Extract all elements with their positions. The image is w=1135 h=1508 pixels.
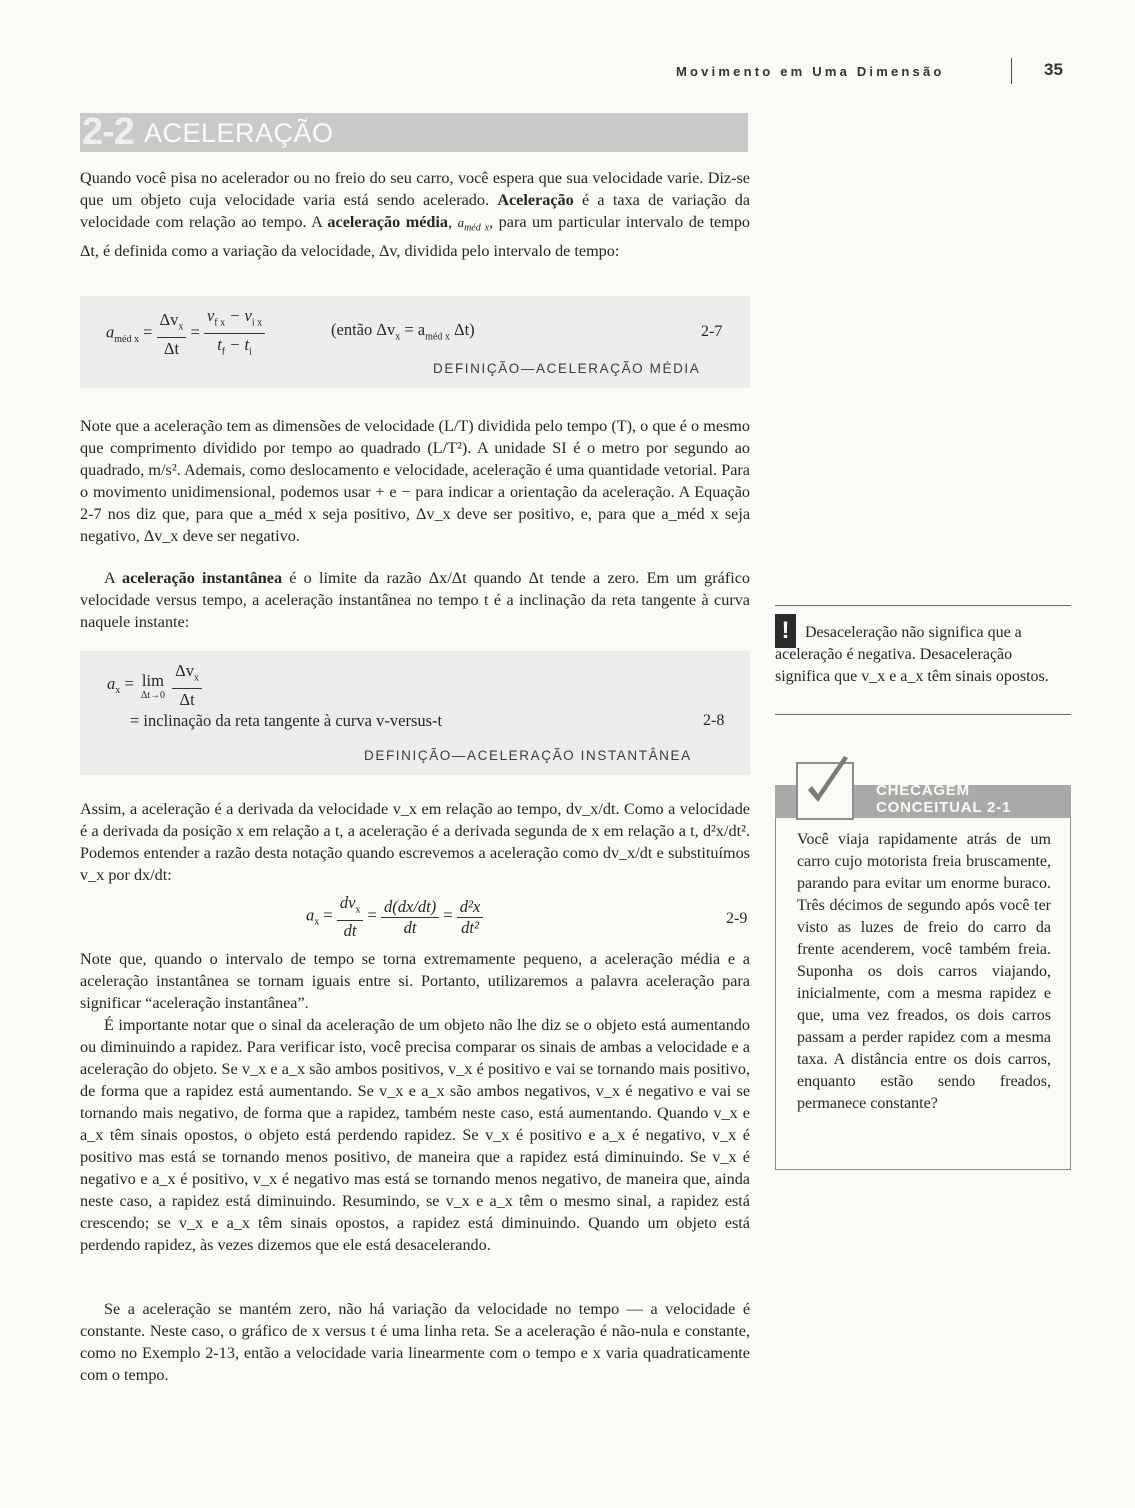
- concept-check-title-line2: CONCEITUAL 2-1: [876, 799, 1012, 816]
- term-aceleracao-media: aceleração média: [327, 213, 448, 231]
- term-aceleracao-instantanea: aceleração instantânea: [122, 569, 283, 587]
- eq29-f3-num: d²x: [459, 896, 481, 916]
- eq28-lhs: a: [107, 673, 116, 693]
- equation-2-8-line2: = inclinação da reta tangente à curva v-versus-t: [130, 711, 443, 730]
- eq27-lhs-sub: méd x: [114, 333, 139, 345]
- section-title: ACELERAÇÃO: [144, 118, 334, 148]
- paragraph-derivative: Assim, a aceleração é a derivada da velocidade v_x em relação ao tempo, dv_x/dt. Como a velocidade é a derivada da posição x em relação a t, a aceleração é a derivada segunda de x em relação a t, d²x/dt². Podemos entender a razão desta notação quando escrevemos a aceleração como dv_x/dt e substituímos v_x por dx/dt:: [80, 800, 750, 884]
- eq28-lhs-sub: x: [115, 685, 121, 697]
- eq29-f3-den: dt²: [461, 917, 479, 937]
- checkmark-icon: [796, 752, 854, 810]
- eq27-frac2-den-mid: − t: [225, 335, 250, 355]
- eq29-fraction-2: [381, 896, 439, 938]
- eq27-frac2-num-mid: − v: [225, 306, 252, 325]
- eq28-lim: lim: [141, 670, 164, 690]
- definition-label-instantaneous-acceleration: DEFINIÇÃO—ACELERAÇÃO INSTANTÂNEA: [364, 748, 692, 763]
- section-number: 2-2: [82, 111, 134, 153]
- running-title: Movimento em Uma Dimensão: [676, 64, 945, 79]
- paragraph-sign-rules: É importante notar que o sinal da aceleração de um objeto não lhe diz se o objeto está aumentando ou diminuindo a rapidez. Para verificar isto, você precisa comparar os sinais de ambas a velocidade e a aceleração do objeto. Se v_x e a_x são ambos positivos, v_x é positivo e vai se tornando mais positivo, de forma que a rapidez está aumentando. Se v_x e a_x são ambos negativos, v_x é negativo e vai se tornando mais negativo, de forma que a rapidez, também neste caso, está aumentando. Quando v_x e a_x têm sinais opostos, o objeto está perdendo rapidez. Se v_x é positivo e a_x é negativo, v_x é positivo mas está se tornando menos positivo, de maneira que a rapidez está diminuindo. Se v_x é negativo e a_x é positivo, v_x é negativo mas está se tornando menos negativo, de maneira que, ainda neste caso, a rapidez está diminuindo. Resumindo, se v_x e a_x têm o mesmo sinal, a rapidez está crescendo; se v_x e a_x têm sinais opostos, a rapidez está diminuindo. Quando um objeto está perdendo rapidez, às vezes dizemos que ele está desacelerando.: [80, 1016, 750, 1254]
- eq27-equals-1: =: [143, 322, 153, 342]
- eq28-fraction: [172, 660, 202, 710]
- equation-2-7-aside: [331, 320, 475, 342]
- eq27-equals-2: =: [190, 322, 200, 342]
- eq27-frac2-den: t: [217, 335, 222, 355]
- eq29-equals-1: =: [323, 905, 333, 925]
- eq27-aside-start: (então Δv: [331, 320, 396, 339]
- eq27-frac2-num: v: [206, 306, 215, 325]
- eq28-limit: [138, 670, 168, 701]
- eq27-frac2-den-sub2: i: [249, 346, 252, 358]
- eq28-den: Δt: [179, 690, 195, 710]
- eq29-f1-den: dt: [343, 921, 357, 941]
- sidenote-top-rule: [775, 605, 1071, 606]
- paragraph-instantaneous: [80, 567, 750, 633]
- equation-2-8: [107, 660, 202, 710]
- paragraph-dimensions: Note que a aceleração tem as dimensões de velocidade (L/T) dividida pelo tempo (T), o que é o mesmo que comprimento dividido por tempo ao quadrado (L/T²). A unidade SI é o metro por segundo ao quadrado, m/s². Ademais, como deslocamento e velocidade, aceleração é uma quantidade vetorial. Para o movimento unidimensional, podemos usar + e − para indicar a orientação da aceleração. A Equação 2-7 nos diz que, para que a_méd x seja positivo, Δv_x deve ser positivo, e, para que a_méd x seja negativo, Δv_x deve ser negativo.: [80, 417, 750, 545]
- equation-2-9: [306, 892, 483, 941]
- page-number: 35: [1044, 60, 1063, 79]
- eq29-lhs-sub: x: [314, 916, 320, 928]
- definition-label-average-acceleration: DEFINIÇÃO—ACELERAÇÃO MÉDIA: [433, 361, 701, 376]
- eq28-num-sub: x: [194, 672, 200, 684]
- eq27-frac2-num-sub1: f x: [214, 317, 226, 329]
- eq27-aside-sub: x: [395, 331, 401, 343]
- eq29-equals-3: =: [443, 905, 453, 925]
- instant-text-2: é o limite da razão Δx/Δt quando Δt tende a zero. Em um gráfico velocidade versus tempo, a aceleração instantânea no tempo t é a inclinação da reta tangente à curva naquele instante:: [80, 569, 750, 631]
- eq29-equals-2: =: [367, 905, 377, 925]
- paragraph-limit-note: Note que, quando o intervalo de tempo se torna extremamente pequeno, a aceleração média e a aceleração instantânea se tornam iguais entre si. Portanto, utilizaremos a palavra aceleração para significar “aceleração instantânea”.: [80, 950, 750, 1012]
- paragraph-intro: Quando você pisa no acelerador ou no freio do seu carro, você espera que sua velocidade varie. Diz-se que um objeto cuja velocidade varia está sendo acelerado. Aceleração é a taxa de variação da velocidade com relação ao tempo. A aceleração média, $a_{méd x}$, para um particular intervalo de tempo Δt, é definida como a variação da velocidade, Δv, dividida pelo intervalo de tempo:: [80, 169, 751, 260]
- eq29-f2-num: d(dx/dt): [383, 896, 437, 916]
- eq27-aside-sub2: méd x: [425, 331, 450, 343]
- eq28-num: Δv: [175, 661, 195, 680]
- eq27-fraction-2: [204, 305, 265, 363]
- equation-number-2-9: 2-9: [726, 910, 748, 927]
- concept-check-title-line1: CHECAGEM: [876, 782, 970, 799]
- paragraph-constant: Se a aceleração se mantém zero, não há variação da velocidade no tempo — a velocidade é constante. Neste caso, o gráfico de x versus t é uma linha reta. Se a aceleração é não-nula e constante, como no Exemplo 2-13, então a velocidade varia linearmente com o tempo e x varia quadraticamente com o tempo.: [80, 1300, 750, 1384]
- intro-text-2: é a taxa de variação da velocidade com relação ao tempo. A: [80, 191, 751, 231]
- eq29-fraction-3: [457, 896, 484, 938]
- eq29-fraction-1: [337, 892, 364, 941]
- concept-check-body: Você viaja rapidamente atrás de um carro cujo motorista freia bruscamente, parando para evitar um enorme buraco. Três décimos de segundo após você ter visto as luzes de freio do carro da frente acenderem, você também freia. Suponha os dois carros viajando, inicialmente, com a mesma rapidez e que, uma vez freados, os dois carros passam a perder rapidez com a mesma taxa. A distância entre os dois carros, enquanto estão sendo freados, permanece constante?: [797, 831, 1051, 1112]
- eq27-aside-end: Δt): [449, 320, 475, 339]
- sidenote-text: Desaceleração não significa que a aceleração é negativa. Desaceleração significa que v_x e a_x têm sinais opostos.: [775, 624, 1049, 685]
- header-divider: [1011, 58, 1012, 84]
- eq28-lim-sub: Δt→0: [140, 689, 166, 701]
- eq29-lhs: a: [306, 905, 315, 925]
- checkbox-icon: [796, 762, 854, 820]
- eq27-frac2-den-sub1: f: [221, 346, 226, 358]
- eq27-frac1-num: Δv: [159, 309, 179, 329]
- eq27-frac1-num-sub: x: [178, 320, 184, 332]
- intro-text-1: Quando você pisa no acelerador ou no freio do seu carro, você espera que sua velocidade varie. Diz-se que um objeto cuja velocidade varia está sendo acelerado.: [80, 169, 750, 209]
- sidenote-bottom-rule: [775, 714, 1071, 715]
- equation-number-2-8: 2-8: [703, 712, 725, 729]
- eq27-lhs: a: [106, 322, 115, 342]
- eq29-f1-num: dv: [339, 893, 356, 912]
- equation-number-2-7: 2-7: [701, 323, 723, 340]
- instant-text-1: A: [104, 569, 123, 587]
- eq27-aside-mid: = a: [400, 320, 426, 339]
- intro-text-4: , para um particular intervalo de tempo Δt, é definida como a variação da velocidade, Δv, dividida pelo intervalo de tempo:: [80, 213, 751, 260]
- intro-text-3: ,: [448, 213, 458, 231]
- section-heading-bar: [80, 113, 748, 152]
- warning-mark: !: [781, 617, 790, 644]
- eq28-equals: =: [124, 673, 134, 693]
- eq27-frac1-den: Δt: [163, 338, 180, 358]
- equation-2-7: [106, 305, 265, 363]
- eq29-f1-num-sub: x: [355, 904, 361, 916]
- eq29-f2-den: dt: [403, 917, 417, 937]
- eq27-frac2-num-sub2: i x: [251, 317, 263, 329]
- term-aceleracao: Aceleração: [497, 191, 574, 209]
- eq27-fraction-1: [157, 309, 187, 359]
- concept-check-title: [876, 782, 1011, 816]
